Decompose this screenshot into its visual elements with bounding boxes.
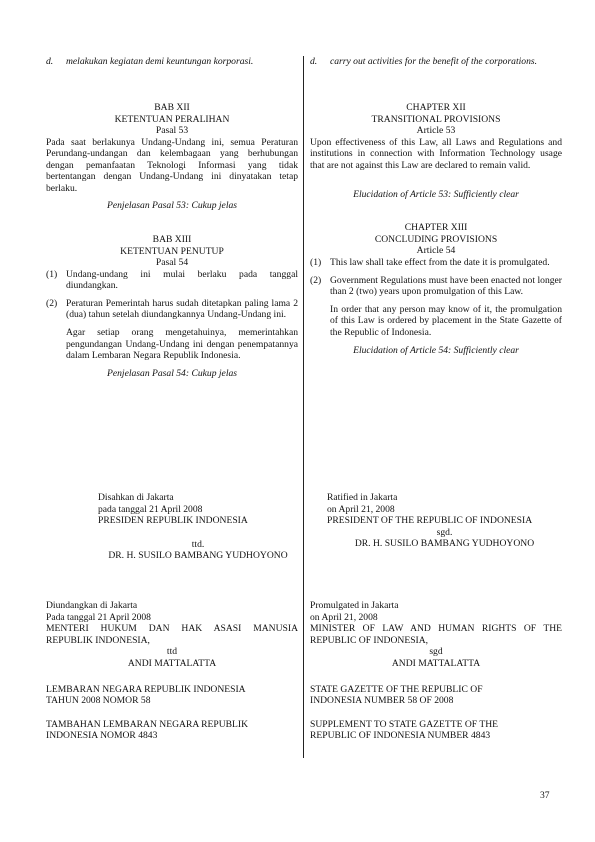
promulgation-title: MINISTER OF LAW AND HUMAN RIGHTS OF THE REPUBLIC OF INDONESIA, bbox=[310, 623, 562, 646]
clause-text: This law shall take effect from the date it is promulgated. bbox=[330, 256, 550, 268]
chapter-13-name: KETENTUAN PENUTUP bbox=[120, 245, 224, 257]
clause-text: Government Regulations must have been enacted not longer than 2 (two) years upon promulgation of this Law. bbox=[330, 274, 562, 298]
ratification-sgd: sgd. bbox=[436, 526, 453, 538]
ratification-name: DR. H. SUSILO BAMBANG YUDHOYONO bbox=[354, 538, 535, 550]
article-54-elucidation: Penjelasan Pasal 54: Cukup jelas bbox=[106, 367, 238, 379]
article-53-heading: Pasal 53 bbox=[155, 125, 189, 136]
article-53-text: Upon effectiveness of this Law, all Laws and Regulations and institutions in connection with Information Technology usage that are not against this Law are declared to remain valid. bbox=[310, 136, 562, 171]
clause-text: Peraturan Pemerintah harus sudah ditetapkan paling lama 2 (dua) tahun setelah diundangkannya Undang-Undang ini. bbox=[66, 297, 298, 321]
right-promulgation-block bbox=[310, 600, 562, 742]
article-54-heading: Article 54 bbox=[416, 245, 456, 257]
clause-number: (2) bbox=[310, 274, 322, 286]
ratification-date: on April 21, 2008 bbox=[327, 503, 395, 515]
chapter-12-title: CHAPTER XII bbox=[406, 102, 466, 113]
promulgation-name: ANDI MATTALATTA bbox=[127, 657, 217, 669]
article-54-elucidation: Elucidation of Article 54: Sufficiently clear bbox=[353, 344, 519, 356]
promulgation-name: ANDI MATTALATTA bbox=[391, 657, 481, 669]
promulgation-place: Promulgated in Jakarta bbox=[310, 600, 399, 611]
article-54-closing: In order that any person may know of it, the promulgation of this Law is ordered by placement in the State Gazette of the Republic of Indonesia. bbox=[330, 303, 562, 338]
article-53-heading: Article 53 bbox=[416, 125, 456, 136]
article-53-elucidation: Penjelasan Pasal 53: Cukup jelas bbox=[106, 200, 238, 212]
promulgation-ttd: ttd bbox=[166, 646, 178, 658]
gazette-number: STATE GAZETTE OF THE REPUBLIC OF INDONESIA NUMBER 58 OF 2008 bbox=[310, 683, 483, 707]
left-ratification-block bbox=[46, 492, 298, 562]
article-54-closing: Agar setiap orang mengetahuinya, memerintahkan pengundangan Undang-Undang ini dengan penempatannya dalam Lembaran Negara Republik Indonesia. bbox=[66, 326, 298, 362]
clause-number: (1) bbox=[46, 268, 58, 280]
article-54-clause-1 bbox=[310, 257, 562, 269]
article-54-clause-1 bbox=[46, 269, 298, 292]
page-number: 37 bbox=[540, 790, 550, 801]
chapter-13-name: CONCLUDING PROVISIONS bbox=[374, 233, 498, 245]
ratification-place: Ratified in Jakarta bbox=[327, 492, 398, 503]
ratification-date: pada tanggal 21 April 2008 bbox=[98, 503, 203, 515]
article-54-heading: Pasal 54 bbox=[155, 257, 189, 269]
gazette-number: LEMBARAN NEGARA REPUBLIK INDONESIA TAHUN 2008 NOMOR 58 bbox=[46, 683, 246, 707]
item-d bbox=[46, 56, 298, 80]
article-54-clause-2 bbox=[46, 298, 298, 321]
chapter-12-name: KETENTUAN PERALIHAN bbox=[114, 113, 230, 125]
gazette-supplement: TAMBAHAN LEMBARAN NEGARA REPUBLIK INDONESIA NOMOR 4843 bbox=[46, 718, 249, 742]
gazette-supplement: SUPPLEMENT TO STATE GAZETTE OF THE REPUBLIC OF INDONESIA NUMBER 4843 bbox=[310, 718, 499, 742]
chapter-13-title: BAB XIII bbox=[152, 234, 192, 246]
left-promulgation-block bbox=[46, 600, 298, 742]
chapter-13-title: CHAPTER XIII bbox=[404, 222, 468, 234]
promulgation-date: Pada tanggal 21 April 2008 bbox=[46, 611, 151, 623]
chapter-12-title: BAB XII bbox=[154, 102, 190, 113]
item-d bbox=[310, 56, 562, 80]
promulgation-date: on April 21, 2008 bbox=[310, 611, 378, 623]
indonesian-column bbox=[46, 56, 298, 379]
promulgation-title: MENTERI HUKUM DAN HAK ASASI MANUSIA REPUBLIK INDONESIA, bbox=[46, 623, 298, 646]
clause-number: (1) bbox=[310, 256, 322, 268]
ratification-title: PRESIDENT OF THE REPUBLIC OF INDONESIA bbox=[327, 515, 533, 527]
column-divider bbox=[303, 56, 304, 758]
ratification-name: DR. H. SUSILO BAMBANG YUDHOYONO bbox=[108, 550, 288, 562]
item-d-text: carry out activities for the benefit of the corporations. bbox=[330, 56, 538, 67]
right-ratification-block bbox=[327, 492, 562, 550]
article-53-text: Pada saat berlakunya Undang-Undang ini, semua Peraturan Perundang-undangan dan kelembagaan yang berhubungan dengan pemanfaatan Teknologi Informasi yang tidak bertentangan dengan Undang-Undang ini dinyatakan tetap berlaku. bbox=[46, 136, 298, 194]
item-d-label: d. bbox=[310, 56, 318, 67]
item-d-label: d. bbox=[46, 56, 54, 67]
promulgation-sgd: sgd bbox=[429, 646, 443, 658]
clause-number: (2) bbox=[46, 297, 58, 309]
item-d-text: melakukan kegiatan demi keuntungan korporasi. bbox=[66, 56, 254, 67]
ratification-ttd: ttd. bbox=[191, 538, 205, 550]
ratification-place: Disahkan di Jakarta bbox=[98, 492, 174, 503]
clause-text: Undang-undang ini mulai berlaku pada tanggal diundangkan. bbox=[66, 268, 298, 292]
ratification-title: PRESIDEN REPUBLIK INDONESIA bbox=[98, 515, 248, 527]
article-54-clause-2 bbox=[310, 275, 562, 298]
chapter-12-name: TRANSITIONAL PROVISIONS bbox=[371, 113, 501, 125]
english-column bbox=[310, 56, 562, 356]
promulgation-place: Diundangkan di Jakarta bbox=[46, 600, 138, 611]
article-53-elucidation: Elucidation of Article 53: Sufficiently clear bbox=[353, 188, 519, 200]
